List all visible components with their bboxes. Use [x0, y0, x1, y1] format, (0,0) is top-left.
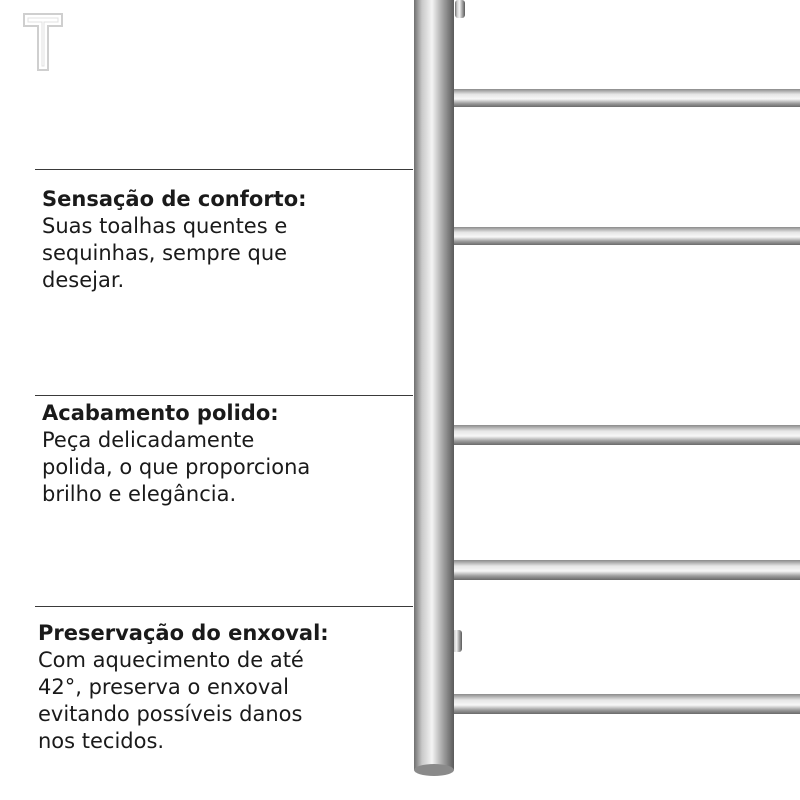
description-line: nos tecidos. — [38, 729, 165, 753]
feature-linen-preservation — [38, 620, 358, 755]
description-line: Com aquecimento de até — [38, 648, 304, 672]
feature-comfort — [42, 186, 362, 294]
feature-polished-finish — [42, 400, 362, 508]
description-line: evitando possíveis danos — [38, 702, 303, 726]
description-line: Suas toalhas quentes e — [42, 214, 288, 238]
divider-line — [35, 606, 413, 607]
feature-description — [42, 213, 362, 294]
feature-description — [42, 427, 362, 508]
rack-bar — [452, 89, 800, 714]
divider-line — [35, 395, 413, 396]
description-line: Peça delicadamente — [42, 428, 255, 452]
description-line: polida, o que proporciona — [42, 455, 311, 479]
feature-title: Sensação de conforto: — [42, 187, 307, 211]
description-line: 42°, preserva o enxoval — [38, 675, 289, 699]
description-line: sequinhas, sempre que — [42, 241, 288, 265]
description-line: brilho e elegância. — [42, 482, 237, 506]
feature-title: Acabamento polido: — [42, 401, 279, 425]
feature-title: Preservação do enxoval: — [38, 621, 329, 645]
feature-description — [38, 647, 358, 755]
divider-line — [35, 169, 413, 170]
description-line: desejar. — [42, 268, 125, 292]
